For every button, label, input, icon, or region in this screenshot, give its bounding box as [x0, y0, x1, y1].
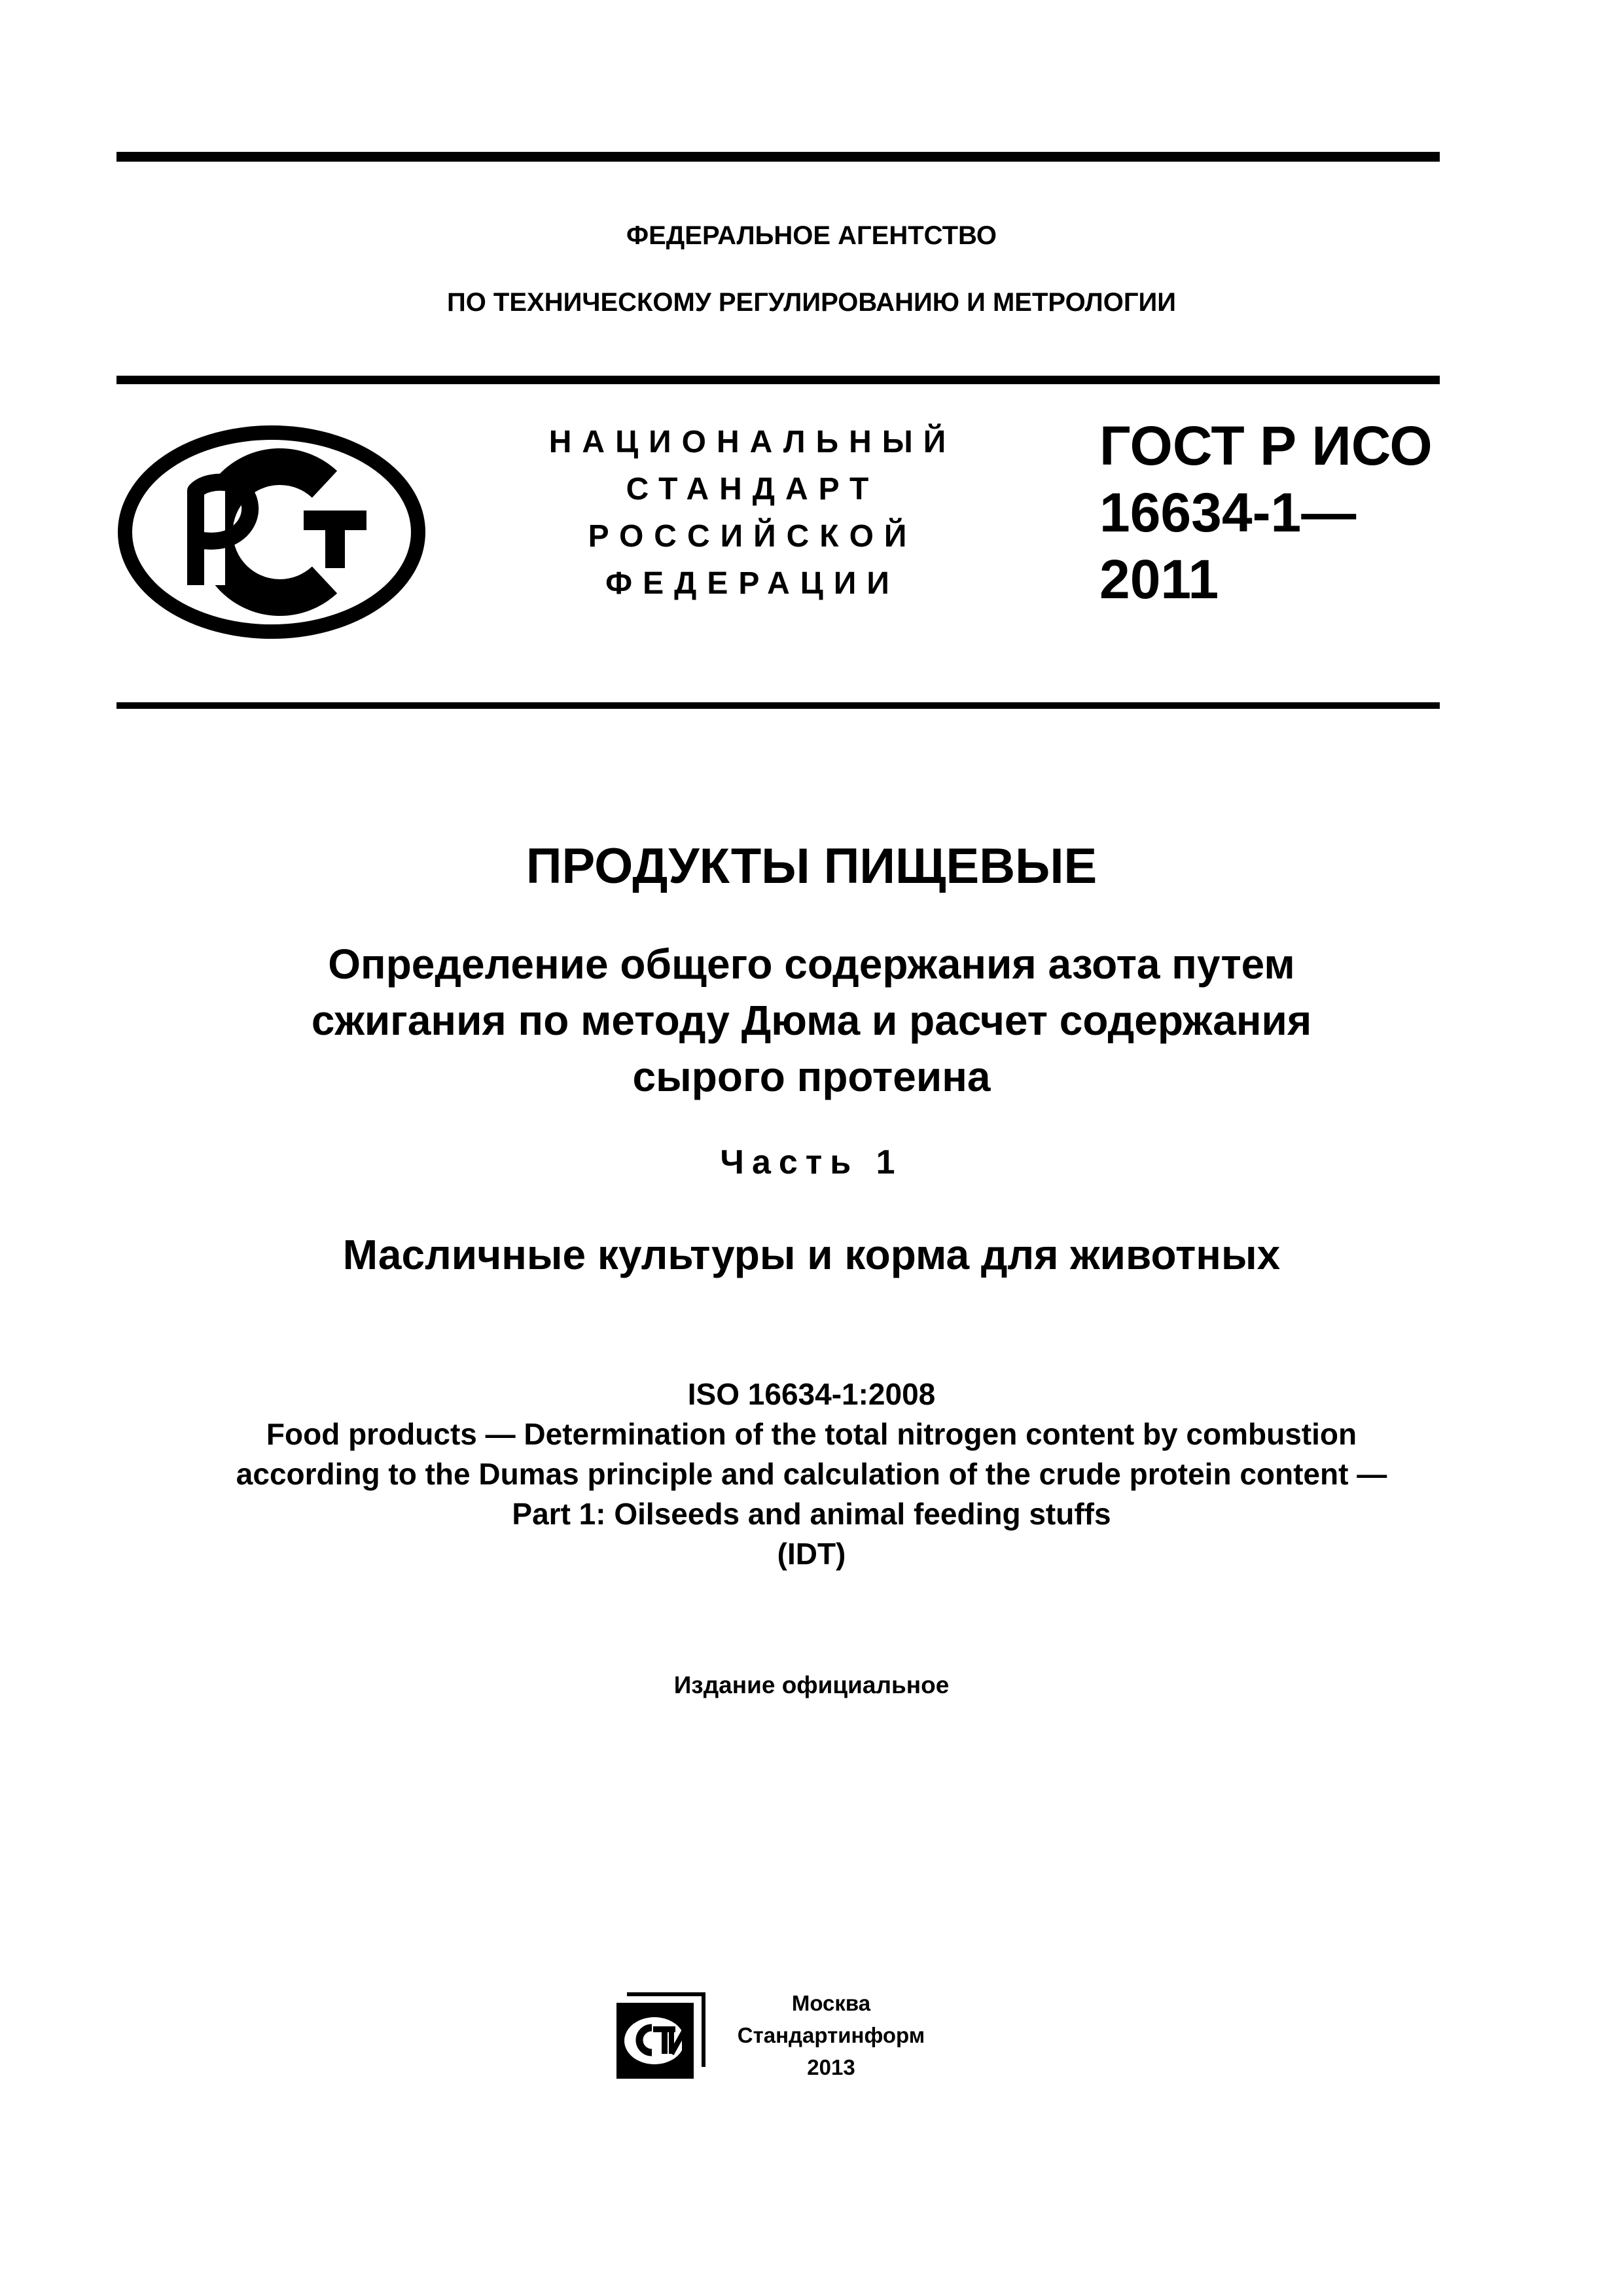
publisher-block [726, 1987, 936, 2083]
standard-designation [1099, 412, 1433, 613]
iso-reference [0, 1374, 1623, 1574]
subtitle-line: сжигания по методу Дюма и расчет содержания [311, 997, 1312, 1044]
agency-name-line1: ФЕДЕРАЛЬНОЕ АГЕНТСТВО [626, 221, 997, 250]
iso-line: (IDT) [777, 1537, 846, 1571]
agency-name-line2: ПО ТЕХНИЧЕСКОМУ РЕГУЛИРОВАНИЮ И МЕТРОЛОГИИ [446, 288, 1177, 317]
edition-label: Издание официальное [673, 1672, 950, 1698]
header-divider [116, 376, 1440, 384]
iso-line: Food products — Determination of the total nitrogen content by combustion [266, 1417, 1357, 1451]
publisher-name: Стандартинформ [737, 2023, 925, 2047]
publisher-city: Москва [791, 1991, 871, 2015]
national-standard-label [517, 419, 988, 607]
national-standard-line: РОССИЙСКОЙ [588, 519, 918, 554]
designation-line: 2011 [1099, 548, 1219, 610]
iso-line: ISO 16634-1:2008 [687, 1377, 936, 1411]
subtitle-line: сырого протеина [632, 1053, 991, 1100]
publication-year: 2013 [807, 2055, 855, 2079]
iso-line: according to the Dumas principle and calculation of the crude protein content — [236, 1457, 1387, 1491]
rst-logo-icon [116, 424, 427, 640]
designation-line: 16634-1— [1099, 482, 1357, 543]
top-divider [116, 152, 1440, 162]
document-subtitle [0, 936, 1623, 1105]
iso-line: Part 1: Oilseeds and animal feeding stuffs [512, 1497, 1111, 1531]
national-standard-line: НАЦИОНАЛЬНЫЙ [548, 425, 957, 459]
title-block-divider [116, 702, 1440, 709]
part-title: Масличные культуры и корма для животных [342, 1231, 1281, 1278]
national-standard-line: СТАНДАРТ [626, 472, 880, 507]
subtitle-line: Определение общего содержания азота путем [328, 941, 1295, 988]
designation-line: ГОСТ Р ИСО [1099, 415, 1433, 476]
part-number: Часть 1 [720, 1143, 903, 1181]
national-standard-line: ФЕДЕРАЦИИ [605, 566, 900, 601]
standartinform-logo-icon [614, 1990, 708, 2081]
document-title: ПРОДУКТЫ ПИЩЕВЫЕ [526, 838, 1097, 894]
